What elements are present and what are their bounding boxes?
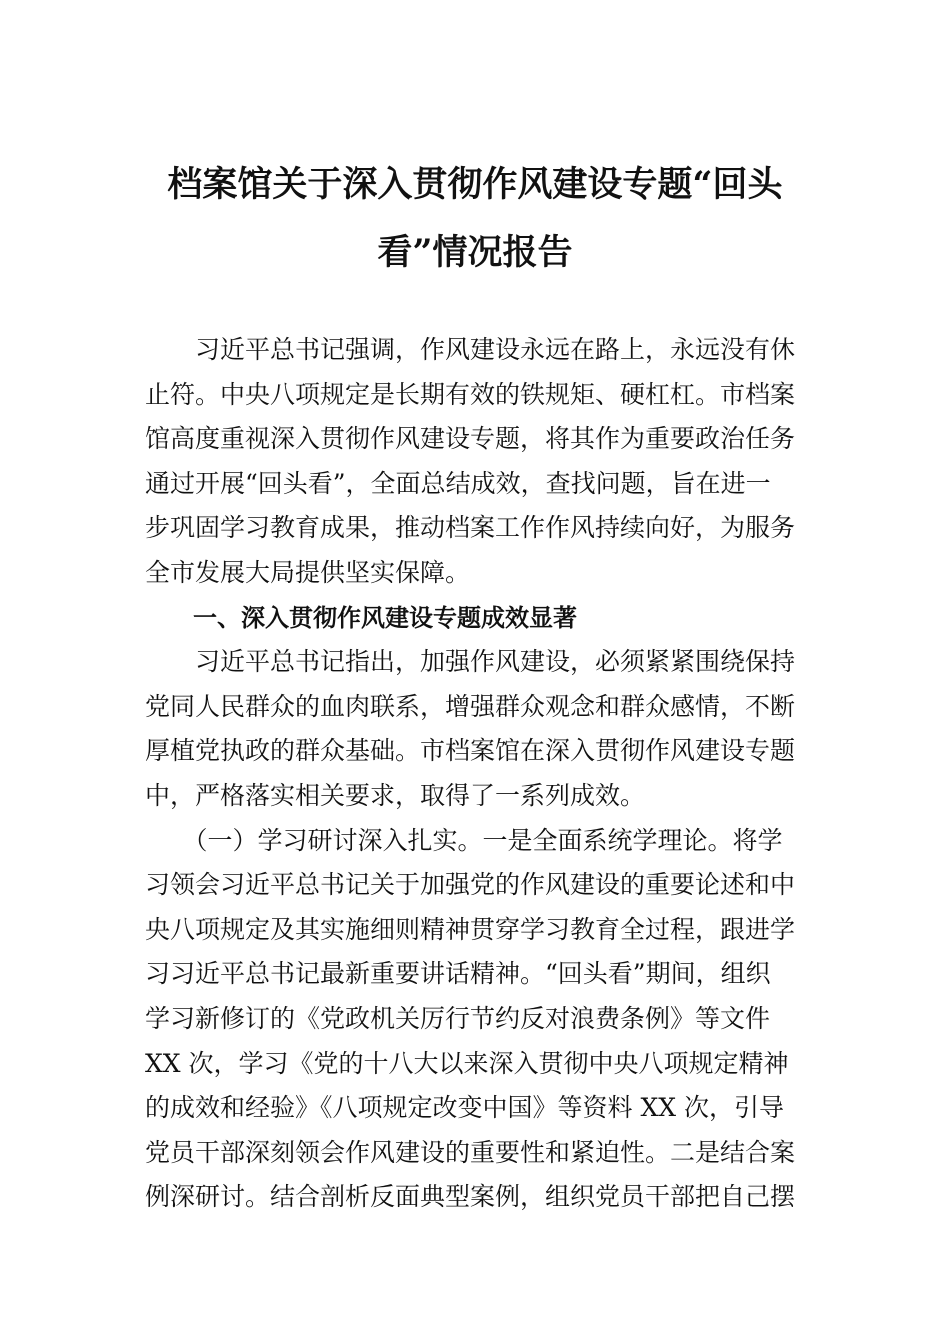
body-line: 止符。中央八项规定是长期有效的铁规矩、硬杠杠。市档案 (145, 379, 796, 409)
body-line: 步巩固学习教育成果，推动档案工作作风持续向好，为服务 (145, 513, 796, 543)
body-line: 习习近平总书记最新重要讲话精神。“回头看”期间，组织 (145, 959, 771, 989)
body-line: 习近平总书记指出，加强作风建设，必须紧紧围绕保持 (145, 647, 796, 677)
body-line: 习领会习近平总书记关于加强党的作风建设的重要论述和中 (145, 870, 796, 900)
body-line: 馆高度重视深入贯彻作风建设专题，将其作为重要政治任务 (145, 424, 796, 454)
body-line: 习近平总书记强调，作风建设永远在路上，永远没有休 (145, 335, 796, 364)
body-line: 学习新修订的《党政机关厉行节约反对浪费条例》等文件 (145, 1003, 771, 1033)
body-line: 中，严格落实相关要求，取得了一系列成效。 (145, 780, 646, 810)
body-line: 的成效和经验》《八项规定改变中国》等资料 XX 次，引导 (145, 1093, 784, 1123)
body-line: 党员干部深刻领会作风建设的重要性和紧迫性。二是结合案 (145, 1137, 796, 1167)
body-line: （一）学习研讨深入扎实。一是全面系统学理论。将学 (145, 825, 783, 855)
document-title-line-1: 档案馆关于深入贯彻作风建设专题“回头 (167, 164, 783, 205)
body-line: 例深研讨。结合剖析反面典型案例，组织党员干部把自己摆 (145, 1182, 796, 1212)
body-line: XX 次，学习《党的十八大以来深入贯彻中央八项规定精神 (145, 1048, 789, 1078)
document-body (145, 328, 810, 1220)
body-line: 通过开展“回头看”，全面总结成效，查找问题，旨在进一 (145, 468, 771, 498)
body-line: 厚植党执政的群众基础。市档案馆在深入贯彻作风建设专题 (145, 736, 796, 766)
document-title-line-2: 看”情况报告 (377, 232, 573, 273)
body-line: 党同人民群众的血肉联系，增强群众观念和群众感情，不断 (145, 691, 796, 721)
body-line: 全市发展大局提供坚实保障。 (145, 557, 471, 587)
body-line: 央八项规定及其实施细则精神贯穿学习教育全过程，跟进学 (145, 914, 796, 944)
section-heading: 一、深入贯彻作风建设专题成效显著 (145, 603, 577, 632)
